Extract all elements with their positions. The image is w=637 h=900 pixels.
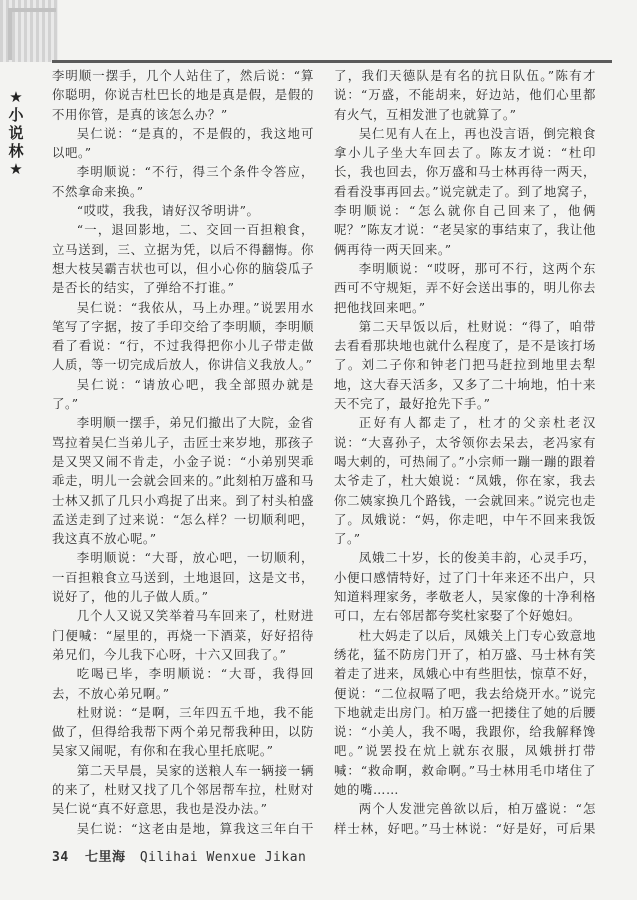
paragraph: 几个人又说又笑举着马车回来了，杜财进门便喊：“屋里的，再烧一下酒菜，好好招待弟兄们，今儿我下心呀，十六又回我了。” bbox=[52, 608, 314, 662]
paragraph: 杜大妈走了以后，凤娥关上门专心致意地绣花，猛不防房门开了，柏万盛、马士林有笑着走了进来，凤娥心中有些胆怯，惊草不好，便说：“二位叔嗝了吧，我去给烧开水。”说完下地就走出房门。柏万盛一把搂住了她的后腰说：“小美人，我不喝，我跟你，给我解释馋吧。”说罢投在炕上就东衣服，凤娥拼打带喊：“救命啊，救命啊。”马士林用毛巾堵住了她的嘴…… bbox=[334, 627, 596, 797]
paragraph: 正好有人都走了，杜才的父亲杜老汉说：“大喜孙子，太爷领你去呆去，老冯家有喝大剌的，可热闹了。”小宗师一蹦一蹦的跟着太爷走了，杜大娘说：“凤娥，你在家，我去你二姨家换几个路钱，一会就回来。”说完也走了。凤娥说：“妈，你走吧，中午不回来我饭了。” bbox=[334, 415, 596, 547]
paragraph: 两个人发泄完兽欲以后，柏万盛说：“怎样士林，好吧。”马士林说：“好是好，可后果 bbox=[334, 801, 596, 836]
paragraph: 吴仁说：“是真的，不是假的，我这地可以吧。” bbox=[52, 125, 314, 161]
paragraph: 吴仁说：“我依从，马上办理。”说罢用水笔写了字据，按了手印交给了李明顺，李明顺看了看说：“行，不过我得把你小儿子带走做人质，等一切完成后放人，你讲信义我放人。” bbox=[52, 299, 314, 373]
page-footer bbox=[52, 846, 352, 865]
corner-decoration bbox=[0, 0, 58, 62]
paragraph: 凤娥二十岁，长的俊美丰韵，心灵手巧，小便口感情特好，过了门十年来还不出户，只知道料理家务，孝敬老人，吴家像的十净利格可口，左右邻居都夸奖杜家娶了个好媳妇。 bbox=[334, 550, 596, 624]
left-text-column bbox=[52, 66, 314, 838]
right-text-column bbox=[334, 66, 596, 838]
paragraph: 李明顺说：“哎呀，那可不行，这两个东西可不守规矩，弄不好会送出事的，明儿你去把他找回来吧。” bbox=[334, 260, 596, 315]
header-rule bbox=[52, 60, 612, 63]
magazine-title-cn: 七里海 bbox=[84, 850, 126, 865]
paragraph: 李明顺一摆手，弟兄们撤出了大院，金省骂拉着吴仁当弟儿子，击匠士来岁地，那孩子是又哭又闹不肯走，小金子说：“小弟别哭乖乖走，明儿一会就会回来的。”此刻柏万盛和马士林又抓了几只小鸡捉了出来。到了村头柏盛孟送走到了过来说：“怎么样？一切顺利吧，我这真不放心呢。” bbox=[52, 415, 314, 547]
paragraph: “一，退回影地，二、交回一百担粮食，立马送到，三、立据为凭，以后不得翻悔。你想大枝吴霸吉状也可以，但小心你的脑袋瓜子是否长的结实，了弹给不打谁。” bbox=[52, 222, 314, 296]
paragraph: 李明顺一摆手，几个人站住了，然后说：“算你聪明，你说吉杜巴长的地是真是假，是假的不用你管，是真的该怎么办？” bbox=[52, 68, 314, 122]
paragraph: “哎哎，我我，请好汉爷明讲”。 bbox=[76, 203, 260, 219]
paragraph: 李明顺说：“大哥，放心吧，一切顺利，一百担粮食立马送到，土地退回，这是文书，说好了，他的儿子做人质。” bbox=[52, 550, 314, 605]
paragraph: 第二天早晨，吴家的送粮人车一辆接一辆的来了，杜财又找了几个邻居帮车拉，杜财对吴仁说“真不好意思，我也是没办法。” bbox=[52, 762, 314, 817]
magazine-title-pinyin: Qilihai Wenxue Jikan bbox=[139, 850, 307, 865]
paragraph: 了，我们天德队是有名的抗日队伍。”陈有才说：“万盛，不能胡来，好边站，他们心里都有火气，互相发泄了也就算了。” bbox=[334, 68, 596, 122]
paragraph: 杜财说：“是啊，三年四五千地，我不能做了，但得给我帮下两个弟兄帮我种田，以防吴家又闹呢，有你和在我心里托底呢。” bbox=[52, 704, 314, 759]
paragraph: 李明顺说：“不行，得三个条件令答应，不然拿命来换。” bbox=[52, 164, 314, 199]
paragraph: 第二天早饭以后，杜财说：“得了，咱带去看看那块地也就什么程度了，是不是该打场了。刘二子你和钟老门把马赶拉到地里去犁地，这大春天活多，又多了二十垧地，怕十来天不完了，最好抢先下手。” bbox=[334, 318, 596, 412]
paragraph: 吴仁说：“请放心吧，我全部照办就是了。” bbox=[52, 376, 314, 412]
paragraph: 吃喝已毕，李明顺说：“大哥，我得回去，不放心弟兄啊。” bbox=[52, 666, 314, 701]
page-number: 34 bbox=[52, 850, 69, 865]
paragraph: 吴仁见有人在上，再也没言语，倒完粮食拿小儿子坐大车回去了。陈友才说：“杜印长，我也回去，你万盛和马士林再待一两天，看看没事再回去。”说完就走了。到了地窝子，李明顺说：“怎么就你自己回来了，他俩呢？”陈友才说：“老吴家的事结束了，我让他俩再待一两天回来。” bbox=[334, 125, 596, 257]
paragraph: 吴仁说：“这老由是地，算我这三年白干 bbox=[76, 820, 314, 836]
section-label: ★小说林★ bbox=[8, 88, 24, 178]
